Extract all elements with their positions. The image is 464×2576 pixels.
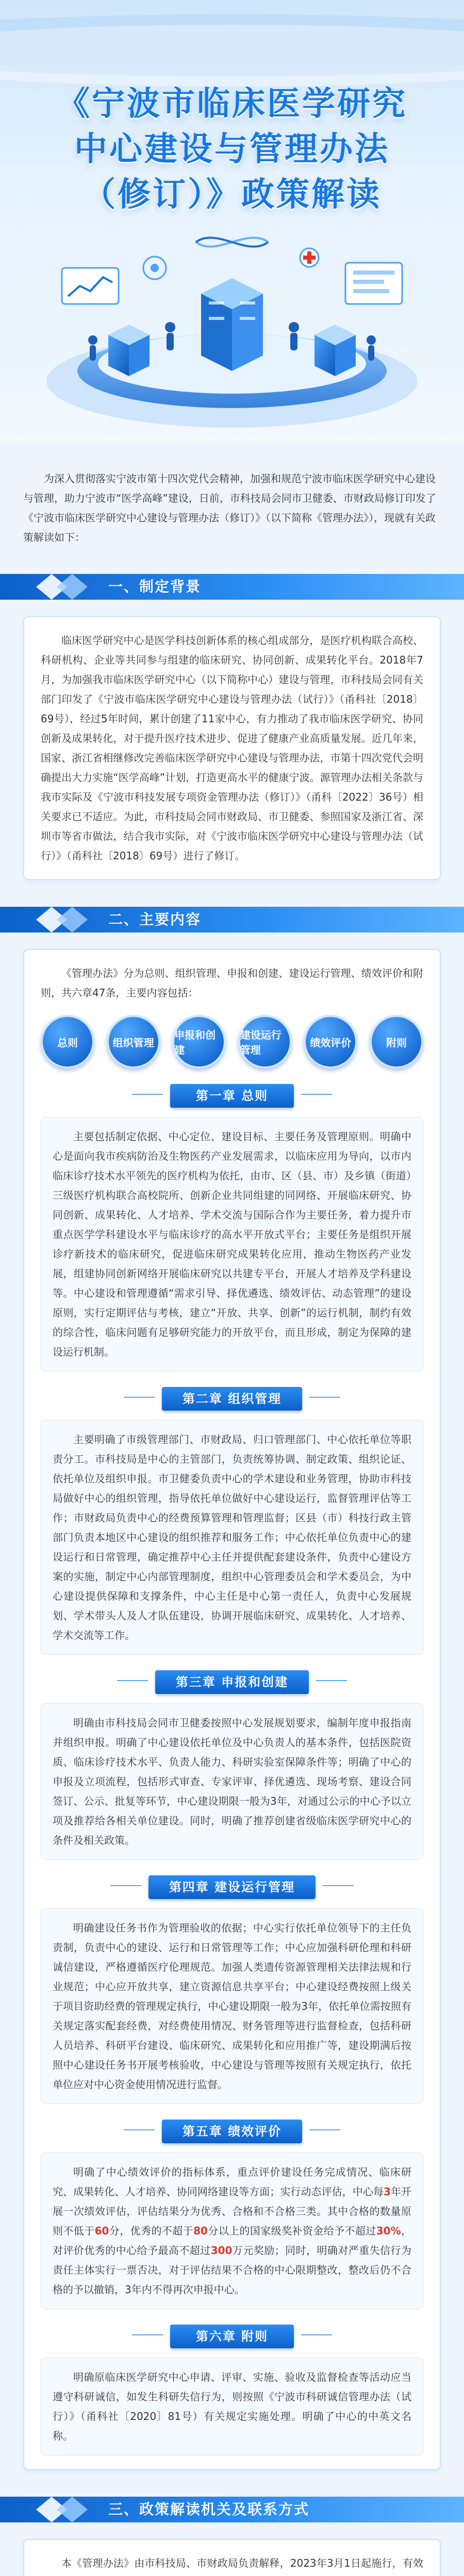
contact-paragraph: 本《管理办法》由市科技局、市财政局负责解释，2023年3月1日起施行，有效 [61,2557,423,2569]
chapter-circle: 绩效评价 [304,1015,357,1069]
chapter-body [41,1703,423,1860]
chapter-circle: 建设运行管理 [238,1015,292,1069]
highlight-number: 3 [383,2185,391,2198]
chapter-tag: 第四章 建设运行管理 [148,1875,316,1899]
page-title-line-3: （修订）》政策解读 [82,176,382,214]
contact-card [23,2539,441,2576]
chapter-circles [41,1015,423,1069]
page-title-line-1: 《宁波市临床医学研究 [57,85,407,123]
chapter-circle: 组织管理 [107,1015,160,1069]
section-title: 三、政策解读机关及联系方式 [108,2501,310,2518]
chapter-paragraph: 明确了中心绩效评价的指标体系，重点评价建设任务完成情况、临床研究、成果转化、人才培养、协同网络建设等方面；实行动态评估，中心每3年开展一次绩效评估，评估结果分为优秀、合格和不合格三类。其中合格的数量原则不低于60分，优秀的不超于80分以上的国家级奖补资金给予不超过30%，对评价优秀的中心给予最高不超过300万元奖励；同时，明确对严重失信行为责任主体实行一票否决，对于评估结果不合格的中心限期整改，整改后仍不合格的予以撤销，3年内不得再次申报中心。 [53,2166,412,2296]
chapter-circle: 总则 [41,1015,94,1069]
chapter-tag: 第三章 申报和创建 [155,1670,309,1694]
highlight-number: 80 [193,2225,208,2237]
page-title-line-2: 中心建设与管理办法 [74,130,390,168]
chapter-paragraph: 明确由市科技局会同市卫健委按照中心发展规划要求，编制年度申报指南并组织申报。明确了中心建设依托单位及中心负责人的基本条件，包括医院资质、临床诊疗技术水平、负责人能力、科研实验室保障条件等；明确了中心的申报及立项流程，包括形式审查、专家评审、择优遴选、现场考察、建设合同签订、公示、批复等环节，中心建设期限一般为3年，对通过公示的中心予以立项及推荐给各相关单位建设。同时，明确了推荐创建省级临床医学研究中心的条件及相关政策。 [53,1717,411,1846]
section-header-background [0,571,464,603]
banner-illustration [0,211,464,443]
intro-section [0,469,464,547]
chart-panel-icon [62,268,119,304]
chapter-circle: 申报和创建 [172,1015,226,1069]
chapter-circle: 附则 [370,1015,423,1069]
section-deco-icon [31,571,93,603]
main-content-card [23,949,441,2470]
section-title: 一、制定背景 [108,578,202,595]
chapter-body [41,1908,423,2104]
highlight-number: 300 [210,2244,233,2257]
chapter-paragraph: 明确建设任务书作为管理验收的依据；中心实行依托单位领导下的主任负责制，负责中心的建设、运行和日常管理等工作；中心应加强科研伦理和科研诚信建设，严格遵循医疗伦理规范。加强人类遗传资源管理相关法律法规和行业规范；中心应开放共享，建立资源信息共享平台；中心建设经费按照上级关于项目资助经费的管理规定执行，中心建设期限一般为3年，依托单位需按照有关规定落实配套经费，对经费使用情况、财务管理等进行监督检查，包括科研人员培养、科研平台建设、临床研究、成果转化和应用推广等，建设期满后按照中心建设任务书开展考核验收，中心建设与管理等按照有关规定执行，依托单位应对中心资金使用情况进行监督。 [53,1922,411,2091]
highlight-number: 60 [94,2225,109,2237]
background-card [23,616,441,880]
chapter-tag: 第二章 组织管理 [162,1387,302,1411]
chapter-body [41,2153,423,2309]
chapter-tag: 第一章 总则 [170,1084,294,1108]
chapter-tag: 第五章 绩效评价 [162,2120,302,2143]
section-header-contact [0,2494,464,2526]
chapter-paragraph: 明确原临床医学研究中心申请、评审、实施、验收及监督检查等活动应当遵守科研诚信，如发生科研失信行为，则按照《宁波市科研诚信管理办法（试行）》（甬科社〔2020〕81号）有关规定实施处理。明确了中心的中英文名称。 [53,2371,411,2442]
chapter-paragraph: 主要包括制定依据、中心定位、建设目标、主要任务及管理原则。明确中心是面向我市疾病防治及生物医药产业发展需求，以临床应用为导向，以市内临床诊疗技术水平领先的医疗机构为依托，由市、区（县、市）及乡镇（街道）三级医疗机构联合高校院所、创新企业共同组建的同网络、开展临床研究、协同创新、成果转化、人才培养、学术交流与国际合作为主要任务，着力提升市重点医学学科建设水平与临床诊疗的高水平开放式平台；主要任务是组织开展诊疗新技术的临床研究，促进临床研究成果转化应用，推动生物医药产业发展，组建协同创新网络开展临床研究以共建专平台，开展人才培养及学科建设等。中心建设和管理遵循“需求引导、择优遴选、绩效评估、动态管理”的建设原则，实行定期评估与考核，建立“开放、共享、创新”的运行机制，制约有效的综合性，临床问题有足够研究能力的开放平台，而且形成，制定为保障的建设运行机制。 [53,1130,411,1358]
chapter-tag: 第六章 附则 [170,2325,294,2348]
intro-paragraph: 为深入贯彻落实宁波市第十四次党代会精神，加强和规范宁波市临床医学研究中心建设与管理，助力宁波市“医学高峰”建设，日前，市科技局会同市卫健委、市财政局修订印发了《宁波市临床医学研究中心建设与管理办法（修订）》（以下简称《管理办法》），现就有关政策解读如下： [23,472,436,544]
section-deco-icon [31,904,93,936]
server-icon [201,278,263,371]
chapter-paragraph: 主要明确了市级管理部门、市财政局、归口管理部门、中心依托单位等职责分工。市科技局是中心的主管部门，负责统筹协调、制定政策、组织论证、依托单位及组织申报。市卫健委负责中心的学术建设和业务管理，协助市科技局做好中心的组织管理，指导依托单位做好中心建设运行，监督管理评估等工作；市财政局负责中心的经费预算管理和管理监督；区县（市）科技行政主管部门负责本地区中心建设的组织推荐和服务工作；中心依托单位负责中心的建设运行和日常管理，确定推荐中心主任并提供配套建设条件，负责中心建设方案的实施，制定中心内部管理制度，组织中心管理委员会和学术委员会，为中心建设提供保障和支撑条件，中心主任是中心第一责任人，负责中心发展规划、学术带头人及人才队伍建设，协调开展临床研究、成果转化、人才培养、学术交流等工作。 [53,1433,411,1641]
section-header-main [0,904,464,936]
highlight-number: 30% [376,2225,401,2237]
section-title: 二、主要内容 [108,911,202,928]
header-banner [0,0,464,443]
cube-icon [314,325,356,376]
background-paragraph: 临床医学研究中心是医学科技创新体系的核心组成部分，是医疗机构联合高校、科研机构、企业等共同参与组建的临床研究、协同创新、成果转化平台。2018年7月，为加强我市临床医学研究中心（以下简称中心）建设与管理，市科技局会同有关部门印发了《宁波市临床医学研究中心建设与管理办法（试行）》（甬科社〔2018〕69号），经过5年时间，累计创建了11家中心，有力推动了我市临床医学研究、协同创新及成果转化，对于提升医疗技术进步、促进了健康产业高质量发展。近几年来，国家、浙江省相继修改完善临床医学研究中心建设与管理办法，市第十四次党代会明确提出大力实施“医学高峰”计划，打造更高水平的健康宁波。源管理办法相关条款与我市实际及《宁波市科技发展专项资金管理办法（修订）》（甬科〔2022〕36号）相关要求已不适应。为此，市科技局会同市财政局、市卫健委、参照国家及浙江省、深圳市等省市做法，结合我市实际，对《宁波市临床医学研究中心建设与管理办法（试行）》（甬科社〔2018〕69号）进行了修订。 [41,634,423,862]
chapter-body [41,1420,423,1655]
main-intro-paragraph: 《管理办法》分为总则、组织管理、申报和创建、建设运行管理、绩效评价和附则，共六章47条，主要内容包括： [41,967,423,999]
chapter-body [41,1117,423,1371]
section-deco-icon [31,2494,93,2526]
cube-icon [108,325,150,376]
chapter-body [41,2358,423,2455]
